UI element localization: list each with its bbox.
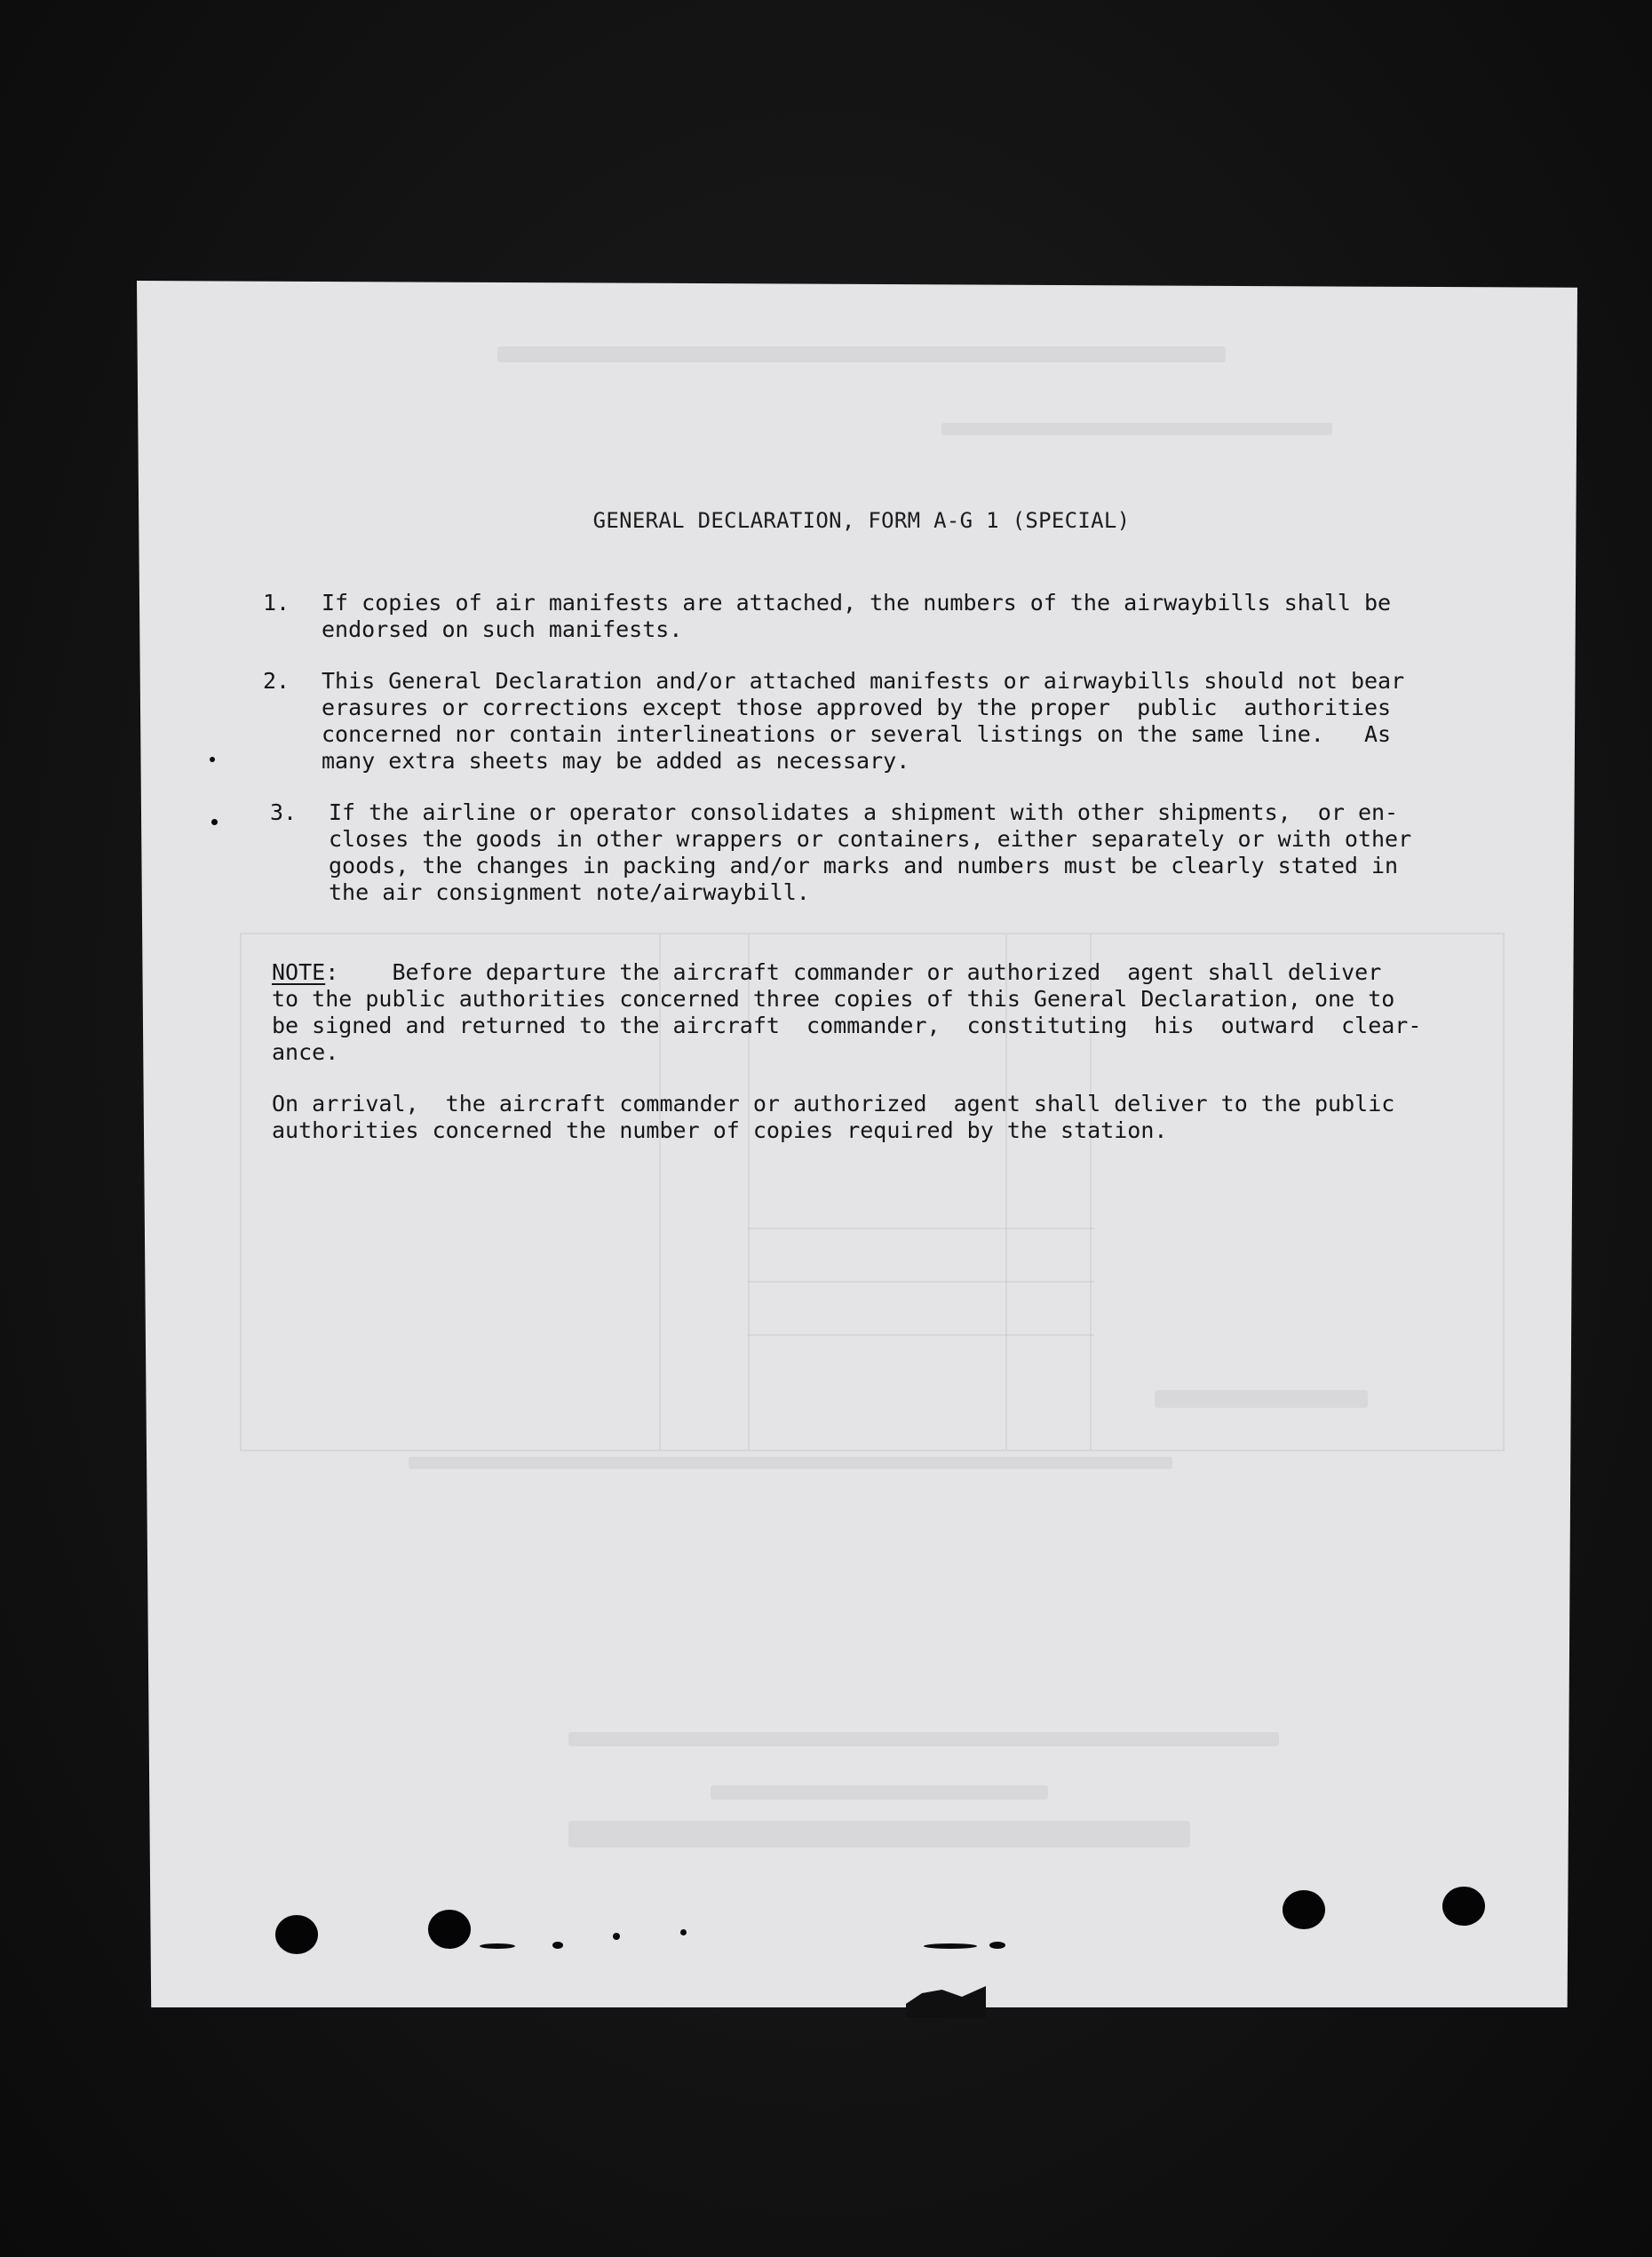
scan-speck	[613, 1933, 620, 1940]
punch-hole	[275, 1915, 318, 1954]
punch-hole	[1283, 1890, 1325, 1929]
show-through-text	[711, 1785, 1048, 1800]
scan-speck	[210, 757, 215, 762]
text-line: authorities concerned the number of copies required by the station.	[272, 1117, 1168, 1143]
show-through-text	[568, 1732, 1279, 1746]
text-line: endorsed on such manifests.	[322, 616, 683, 642]
scan-speck	[552, 1942, 563, 1949]
list-item-3	[329, 799, 1411, 906]
show-through-text	[941, 423, 1332, 435]
text-line: If copies of air manifests are attached, the numbers of the airwaybills shall be	[322, 590, 1392, 616]
text-line: erasures or corrections except those approved by the proper public authorities	[322, 695, 1392, 720]
show-through-rule	[748, 1228, 1094, 1229]
punch-hole	[428, 1910, 471, 1949]
text-line: to the public authorities concerned three copies of this General Declaration, one to	[272, 986, 1395, 1012]
text-line: goods, the changes in packing and/or marks and numbers must be clearly stated in	[329, 853, 1399, 878]
show-through-text	[409, 1457, 1172, 1469]
text-line: ance.	[272, 1039, 339, 1065]
list-item-2	[322, 668, 1404, 775]
note-first-line: : Before departure the aircraft commander or authorized agent shall deliver	[325, 959, 1382, 985]
scan-speck	[480, 1943, 515, 1949]
item-number: 2.	[263, 668, 290, 694]
document-title: GENERAL DECLARATION, FORM A-G 1 (SPECIAL)	[592, 508, 1131, 533]
show-through-text	[568, 1821, 1190, 1848]
scan-speck	[680, 1929, 687, 1935]
text-line: the air consignment note/airwaybill.	[329, 879, 810, 905]
text-line: On arrival, the aircraft commander or authorized agent shall deliver to the public	[272, 1091, 1395, 1117]
text-line: This General Declaration and/or attached manifests or airwaybills should not bear	[322, 668, 1405, 694]
item-number: 3.	[270, 799, 298, 825]
scan-speck	[924, 1943, 977, 1949]
punch-hole	[1442, 1887, 1485, 1926]
text-line: be signed and returned to the aircraft commander, constituting his outward clear-	[272, 1013, 1422, 1038]
note-paragraph	[272, 959, 1421, 1066]
text-line: If the airline or operator consolidates a shipment with other shipments, or en-	[329, 799, 1399, 825]
text-line: closes the goods in other wrappers or containers, either separately or with other	[329, 826, 1412, 852]
show-through-rule	[748, 1334, 1094, 1336]
show-through-text	[1155, 1390, 1368, 1408]
item-number: 1.	[263, 590, 290, 616]
arrival-paragraph	[272, 1091, 1394, 1144]
note-label: NOTE	[272, 959, 326, 985]
scan-speck	[211, 819, 218, 825]
show-through-rule	[748, 1281, 1094, 1283]
text-line: many extra sheets may be added as necessary.	[322, 748, 910, 774]
list-item-1	[322, 590, 1391, 643]
scan-speck	[989, 1942, 1005, 1949]
text-line	[272, 959, 1421, 986]
show-through-text	[497, 346, 1226, 362]
text-line: concerned nor contain interlineations or several listings on the same line. As	[322, 721, 1392, 747]
